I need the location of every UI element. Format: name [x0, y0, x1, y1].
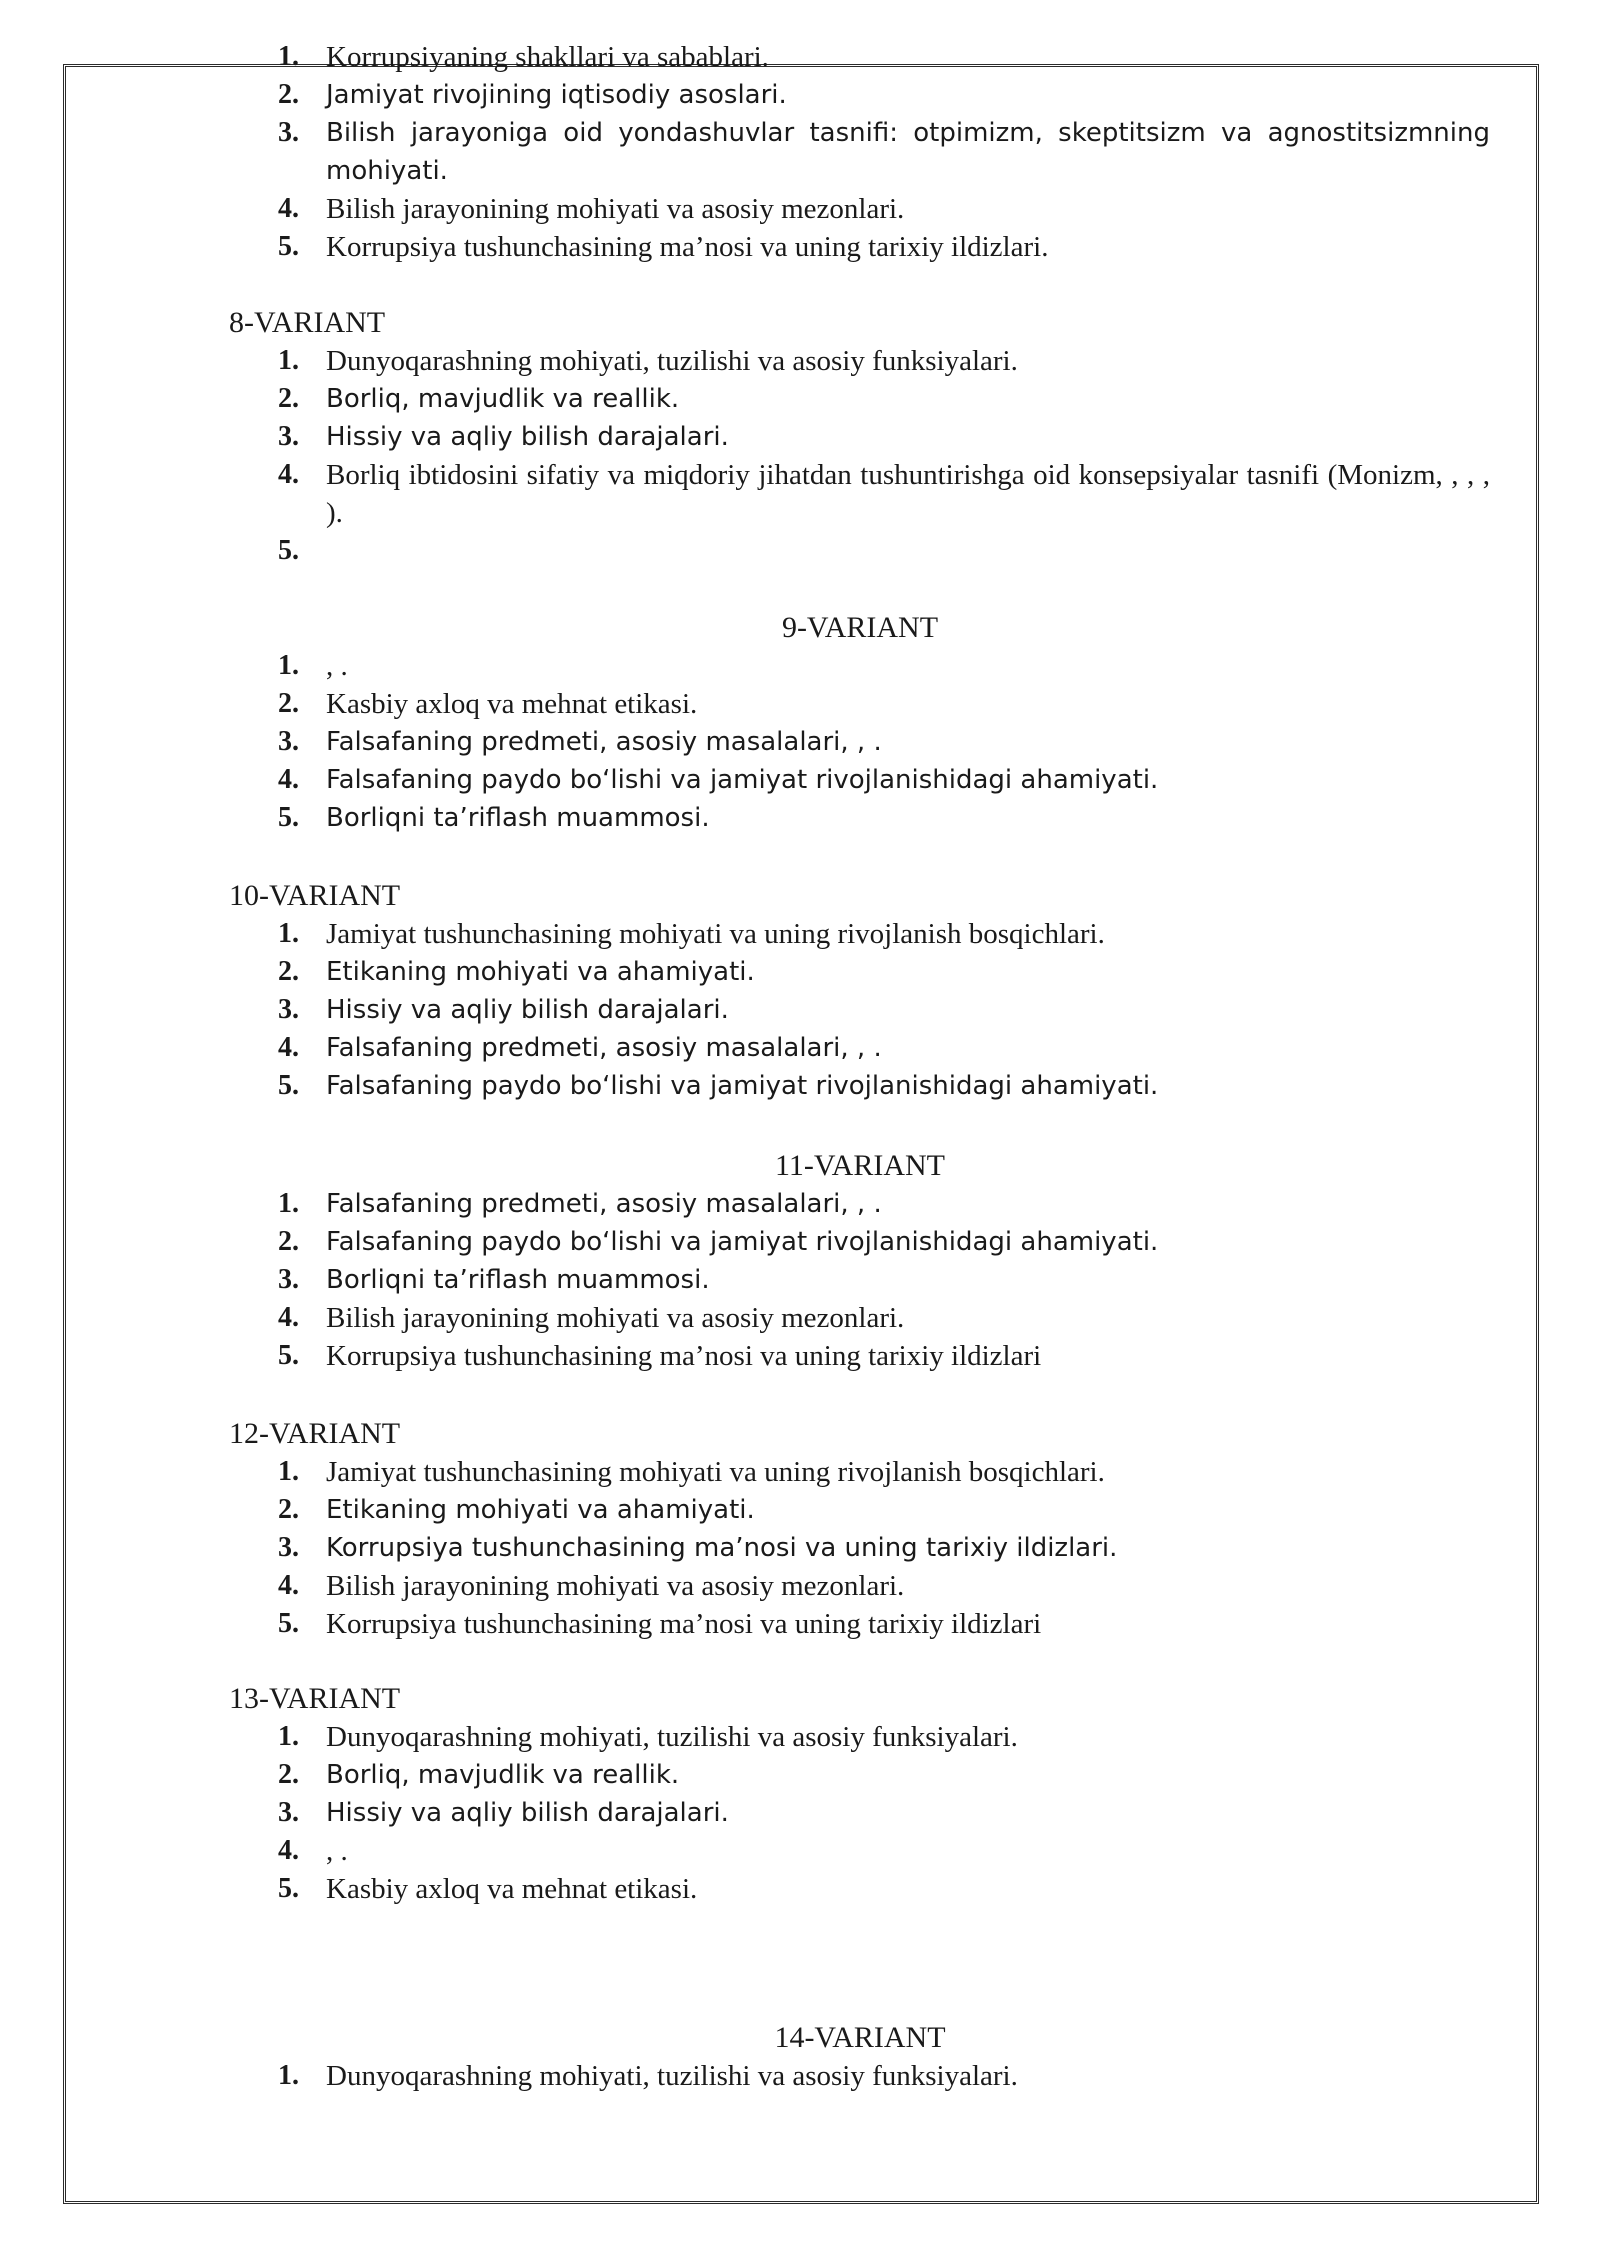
list-item [0, 991, 1600, 1029]
item-number: 4. [278, 764, 299, 795]
item-number: 3. [278, 421, 299, 452]
item-number: 4. [278, 1570, 299, 1601]
variant-heading: 13-VARIANT [229, 1682, 401, 1715]
list-item [0, 1453, 1600, 1491]
variant-heading: 11-VARIANT [775, 1149, 945, 1182]
list-item [0, 915, 1600, 953]
item-number: 5. [278, 231, 299, 262]
list-item [0, 1718, 1600, 1756]
item-text: Borliqni ta’riflash muammosi. [326, 803, 710, 833]
question-list [0, 1185, 1600, 1375]
list-item [0, 1529, 1600, 1567]
item-number: 5. [278, 1873, 299, 1904]
item-text: Dunyoqarashning mohiyati, tuzilishi va asosiy funksiyalari. [326, 2060, 1018, 2092]
item-text: , . [326, 650, 348, 682]
item-text: Bilish jarayonining mohiyati va asosiy mezonlari. [326, 193, 905, 225]
item-text: Korrupsiya tushunchasining ma’nosi va uning tarixiy ildizlari [326, 1340, 1042, 1372]
list-item [0, 953, 1600, 991]
item-number: 2. [278, 1494, 299, 1525]
item-text: Falsafaning paydo bo‘lishi va jamiyat rivojlanishidagi ahamiyati. [326, 1071, 1159, 1101]
item-text: Borliq, mavjudlik va reallik. [326, 1760, 680, 1790]
item-text: Falsafaning predmeti, asosiy masalalari, , . [326, 1033, 882, 1063]
list-item [0, 761, 1600, 799]
item-number: 5. [278, 1070, 299, 1101]
item-number: 3. [278, 994, 299, 1025]
list-item [0, 1794, 1600, 1832]
list-item [0, 1067, 1600, 1105]
item-number: 5. [278, 535, 299, 566]
question-list [0, 2057, 1600, 2095]
question-list [0, 647, 1600, 837]
list-item [0, 532, 1600, 570]
item-text: Korrupsiya tushunchasining ma’nosi va uning tarixiy ildizlari [326, 1608, 1042, 1640]
item-number: 2. [278, 1226, 299, 1257]
item-text: Etikaning mohiyati va ahamiyati. [326, 957, 755, 987]
variant-7-continuation [0, 38, 1600, 266]
list-item [0, 1605, 1600, 1643]
item-number: 1. [278, 41, 299, 72]
list-item [0, 1756, 1600, 1794]
item-text: Hissiy va aqliy bilish darajalari. [326, 995, 729, 1025]
item-number: 4. [278, 1835, 299, 1866]
item-number: 4. [278, 1032, 299, 1063]
list-item [0, 342, 1600, 380]
item-text: Borliq ibtidosini sifatiy va miqdoriy jihatdan tushuntirishga oid konsepsiyalar tasnifi (Monizm, , , , ). [326, 459, 1490, 529]
variant-12-section [0, 1415, 1600, 1643]
item-text: Falsafaning paydo bo‘lishi va jamiyat rivojlanishidagi ahamiyati. [326, 765, 1159, 795]
variant-14-section [0, 2019, 1600, 2095]
item-text: Hissiy va aqliy bilish darajalari. [326, 1798, 729, 1828]
item-number: 5. [278, 802, 299, 833]
item-number: 1. [278, 918, 299, 949]
item-number: 1. [278, 2060, 299, 2091]
item-number: 3. [278, 1797, 299, 1828]
list-item [0, 1299, 1600, 1337]
item-text: Dunyoqarashning mohiyati, tuzilishi va asosiy funksiyalari. [326, 345, 1018, 377]
item-number: 1. [278, 1456, 299, 1487]
list-item [0, 2057, 1600, 2095]
item-text: Kasbiy axloq va mehnat etikasi. [326, 1873, 698, 1905]
item-number: 2. [278, 688, 299, 719]
list-item [0, 418, 1600, 456]
item-text: Korrupsiya tushunchasining ma’nosi va uning tarixiy ildizlari. [326, 1533, 1118, 1563]
variant-8-section [0, 304, 1600, 570]
variant-10-section [0, 877, 1600, 1105]
item-number: 1. [278, 1188, 299, 1219]
list-item [0, 1261, 1600, 1299]
item-number: 4. [278, 193, 299, 224]
list-item [0, 228, 1600, 266]
list-item [0, 799, 1600, 837]
item-text: Jamiyat tushunchasining mohiyati va uning rivojlanish bosqichlari. [326, 918, 1105, 950]
item-text: , . [326, 1835, 348, 1867]
variant-heading: 8-VARIANT [229, 306, 386, 339]
list-item [0, 1832, 1600, 1870]
list-item [0, 456, 1600, 532]
list-item [0, 76, 1600, 114]
variant-heading: 14-VARIANT [774, 2021, 946, 2054]
item-text: Borliqni ta’riflash muammosi. [326, 1265, 710, 1295]
item-text: Bilish jarayonining mohiyati va asosiy mezonlari. [326, 1302, 905, 1334]
list-item [0, 1491, 1600, 1529]
variant-9-section [0, 609, 1600, 837]
item-number: 1. [278, 345, 299, 376]
item-number: 2. [278, 1759, 299, 1790]
variant-heading: 10-VARIANT [229, 879, 401, 912]
item-text: Bilish jarayonining mohiyati va asosiy mezonlari. [326, 1570, 905, 1602]
item-number: 2. [278, 956, 299, 987]
item-number: 4. [278, 1302, 299, 1333]
list-item [0, 190, 1600, 228]
item-text: Hissiy va aqliy bilish darajalari. [326, 422, 729, 452]
item-number: 5. [278, 1608, 299, 1639]
item-number: 3. [278, 117, 299, 148]
list-item [0, 380, 1600, 418]
question-list [0, 1718, 1600, 1908]
item-number: 2. [278, 79, 299, 110]
item-text: Falsafaning paydo bo‘lishi va jamiyat rivojlanishidagi ahamiyati. [326, 1227, 1159, 1257]
variant-heading: 9-VARIANT [781, 611, 939, 644]
list-item [0, 647, 1600, 685]
item-text: Falsafaning predmeti, asosiy masalalari, , . [326, 727, 882, 757]
item-text: Korrupsiya tushunchasining ma’nosi va uning tarixiy ildizlari. [326, 231, 1049, 263]
item-text: Falsafaning predmeti, asosiy masalalari, , . [326, 1189, 882, 1219]
question-list [0, 38, 1600, 266]
list-item [0, 1029, 1600, 1067]
item-number: 3. [278, 1532, 299, 1563]
item-text: Bilish jarayoniga oid yondashuvlar tasnifi: otpimizm, skeptitsizm va agnostitsizmning mohiyati. [326, 118, 1490, 186]
item-number: 1. [278, 1721, 299, 1752]
item-number: 5. [278, 1340, 299, 1371]
item-text: Jamiyat tushunchasining mohiyati va uning rivojlanish bosqichlari. [326, 1456, 1105, 1488]
item-text: Etikaning mohiyati va ahamiyati. [326, 1495, 755, 1525]
question-list [0, 915, 1600, 1105]
list-item [0, 1185, 1600, 1223]
item-text: Korrupsiyaning shakllari va sabablari. [326, 41, 769, 73]
item-text: Kasbiy axloq va mehnat etikasi. [326, 688, 698, 720]
variant-heading: 12-VARIANT [229, 1417, 401, 1450]
item-number: 3. [278, 1264, 299, 1295]
item-number: 4. [278, 459, 299, 490]
list-item [0, 1870, 1600, 1908]
variant-11-section [0, 1147, 1600, 1375]
item-text: Jamiyat rivojining iqtisodiy asoslari. [326, 80, 787, 110]
item-number: 1. [278, 650, 299, 681]
question-list [0, 342, 1600, 570]
item-text: Borliq, mavjudlik va reallik. [326, 384, 680, 414]
item-text: Dunyoqarashning mohiyati, tuzilishi va asosiy funksiyalari. [326, 1721, 1018, 1753]
variant-13-section [0, 1680, 1600, 1908]
item-number: 2. [278, 383, 299, 414]
item-number: 3. [278, 726, 299, 757]
list-item [0, 1567, 1600, 1605]
list-item [0, 1223, 1600, 1261]
list-item [0, 685, 1600, 723]
question-list [0, 1453, 1600, 1643]
list-item [0, 723, 1600, 761]
list-item [0, 114, 1600, 190]
list-item [0, 1337, 1600, 1375]
list-item [0, 38, 1600, 76]
